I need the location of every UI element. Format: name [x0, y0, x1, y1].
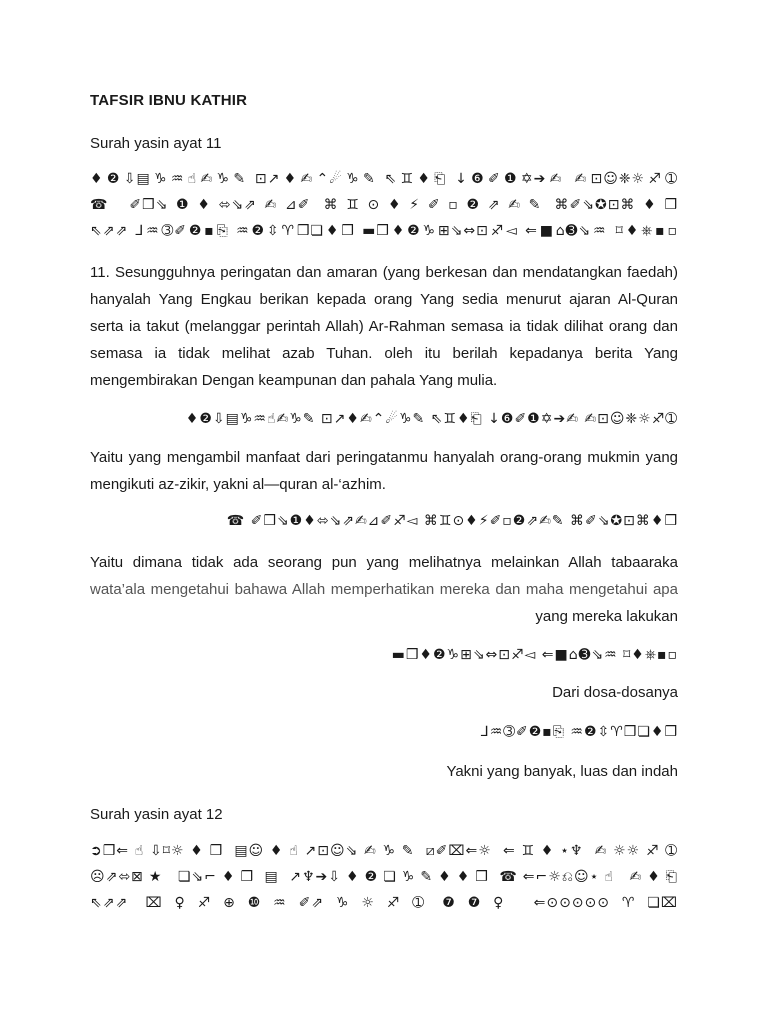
explanation-line: wata’ala mengetahui bahawa Allah memperhatikan mereka dan maha mengetahui apa: [90, 581, 678, 598]
document-title: TAFSIR IBNU KATHIR: [90, 92, 248, 109]
arabic-verse-segment-3: ▬❒♦❷♑⊞⇘⇔⊡♐◅ ⇐■⌂➌⇘♒ ⌑♦⎈▪▫: [391, 647, 678, 663]
arabic-verse-segment-4: ⅃♒➂✐❷▪⎘ ♒❷⇳♈❒❏♦❒: [480, 724, 678, 740]
ayat-11-heading: Surah yasin ayat 11: [90, 135, 222, 152]
arabic-verse-line: ⇖⇗⇗ ⌧♀♐⊕❿♒✐⇗♑☼♐➀ ❼❼♀ ⇐⊙⊙⊙⊙⊙♈❏⌧: [90, 895, 678, 911]
translation-line: hanyalah Yang Engkau berikan kepada orang Yang sedia menurut ajaran Al-Quran: [90, 291, 678, 308]
translation-line: mengembirakan Dengan keampunan dan pahala Yang mulia.: [90, 372, 498, 389]
translation-line: serta ia takut (melanggar perintah Allah) Ar-Rahman semasa ia tidak dilihat orang dan: [90, 318, 678, 335]
explanation-line: Yaitu yang mengambil manfaat dari peringatanmu hanyalah orang-orang mukmin yang: [90, 449, 678, 466]
explanation-segment-3: Dari dosa-dosanya: [552, 684, 678, 701]
explanation-line: Yaitu dimana tidak ada seorang pun yang melihatnya melainkan Allah tabaaraka: [90, 554, 678, 571]
arabic-verse-line: ⇖⇗⇗ ⅃♒➂✐❷▪⎘ ♒❷⇳♈❒❏♦❒ ▬❒♦❷♑⊞⇘⇔⊡♐◅ ⇐■⌂➌⇘♒ ⌑♦⎈▪▫: [90, 223, 678, 239]
explanation-line: mengikuti az-zikir, yakni al—quran al-‘azhim.: [90, 476, 386, 493]
ayat-12-heading: Surah yasin ayat 12: [90, 806, 223, 823]
arabic-verse-segment-2: ☎ ✐❒⇘❶♦⬄⇘⇗✍⊿✐♐◅ ⌘♊⊙♦⚡✐▫❷⇗✍✎ ⌘✐⇘✪⊡⌘♦❒: [226, 513, 678, 529]
translation-line: semasa ia tidak melihat azab Tuhan. oleh itu berilah kepadanya berita Yang: [90, 345, 678, 362]
explanation-segment-2: [90, 549, 678, 630]
explanation-segment-1: [90, 444, 678, 498]
explanation-line: yang mereka lakukan: [535, 608, 678, 625]
explanation-segment-4: Yakni yang banyak, luas dan indah: [446, 763, 678, 780]
arabic-verse-line: ♦❷⇩▤♑♒☝✍♑✎ ⊡↗♦✍⌃☄♑✎ ⇖♊♦⎗ ↓❻✐❶✡➔✍ ✍⊡☺❈☼♐➀: [90, 171, 678, 187]
arabic-verse-line: ☎ ✐❒⇘❶♦⬄⇘⇗✍⊿✐ ⌘♊⊙♦⚡✐▫❷⇗✍✎ ⌘✐⇘✪⊡⌘♦❒: [90, 197, 678, 213]
arabic-verse-line: ☹⇗⬄⊠★ ❏⇘⌐♦❒ ▤ ↗♆➔⇩♦❷❏♑✎♦♦❒ ☎⇐⌐☼⎌☺⋆☝ ✍♦⎗: [90, 869, 678, 885]
arabic-verse-line: ➲❒⇐☝⇩⌑☼♦❒ ▤☺♦☝↗⊡☺⇘✍♑✎ ⧄✐⌧⇐☼ ⇐♊♦⋆♆ ✍☼☼♐➀: [90, 843, 678, 859]
translation-line: 11. Sesungguhnya peringatan dan amaran (yang berkesan dan mendatangkan faedah): [90, 264, 678, 281]
translation-verse-11: [90, 259, 678, 394]
arabic-verse-segment-1: ♦❷⇩▤♑♒☝✍♑✎ ⊡↗♦✍⌃☄♑✎ ⇖♊♦⎗ ↓❻✐❶✡➔✍ ✍⊡☺❈☼♐➀: [185, 411, 678, 427]
arabic-verse-12-block: [90, 838, 678, 916]
arabic-verse-11-block: [90, 166, 678, 244]
